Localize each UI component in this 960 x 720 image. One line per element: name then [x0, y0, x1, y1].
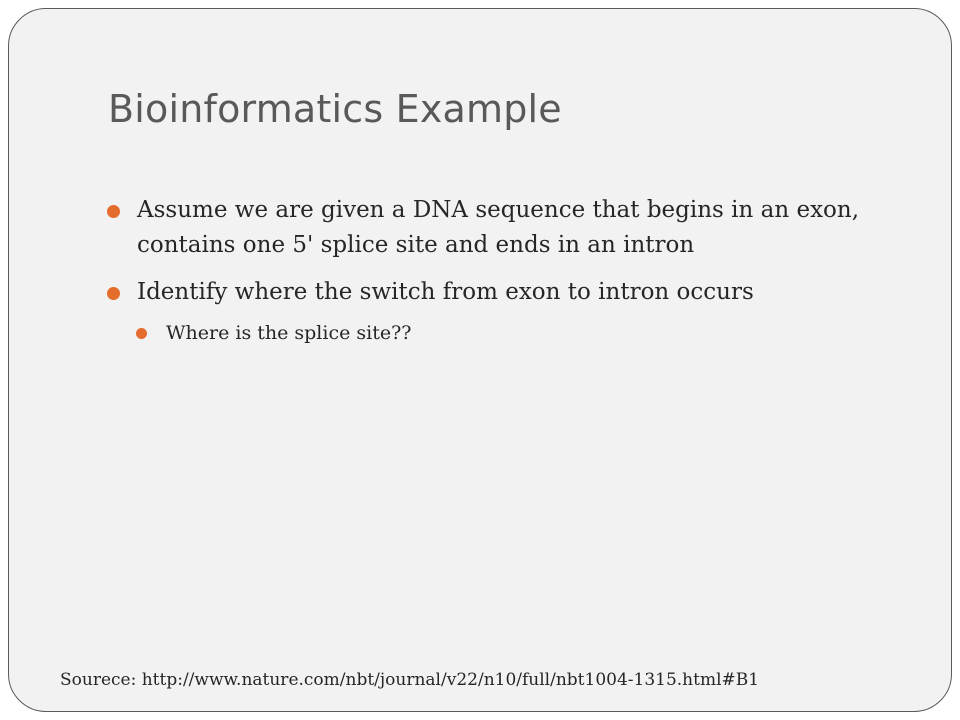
- bullet-text: Identify where the switch from exon to intron occurs: [137, 279, 754, 305]
- sub-bullet-dot-icon: [136, 328, 147, 339]
- bullet-list: [107, 193, 907, 347]
- bullet-dot-icon: [107, 287, 120, 300]
- source-citation: Sourece: http://www.nature.com/nbt/journal/v22/n10/full/nbt1004-1315.html#B1: [60, 670, 760, 690]
- slide-title: Bioinformatics Example: [108, 87, 562, 131]
- bullet-text: Assume we are given a DNA sequence that begins in an exon, contains one 5' splice site and ends in an intron: [137, 197, 860, 258]
- sub-bullet-item: [136, 319, 907, 347]
- bullet-item: [107, 193, 907, 263]
- slide: [8, 8, 952, 712]
- bullet-item: [107, 275, 907, 310]
- sub-bullet-text: Where is the splice site??: [166, 322, 412, 344]
- bullet-dot-icon: [107, 205, 120, 218]
